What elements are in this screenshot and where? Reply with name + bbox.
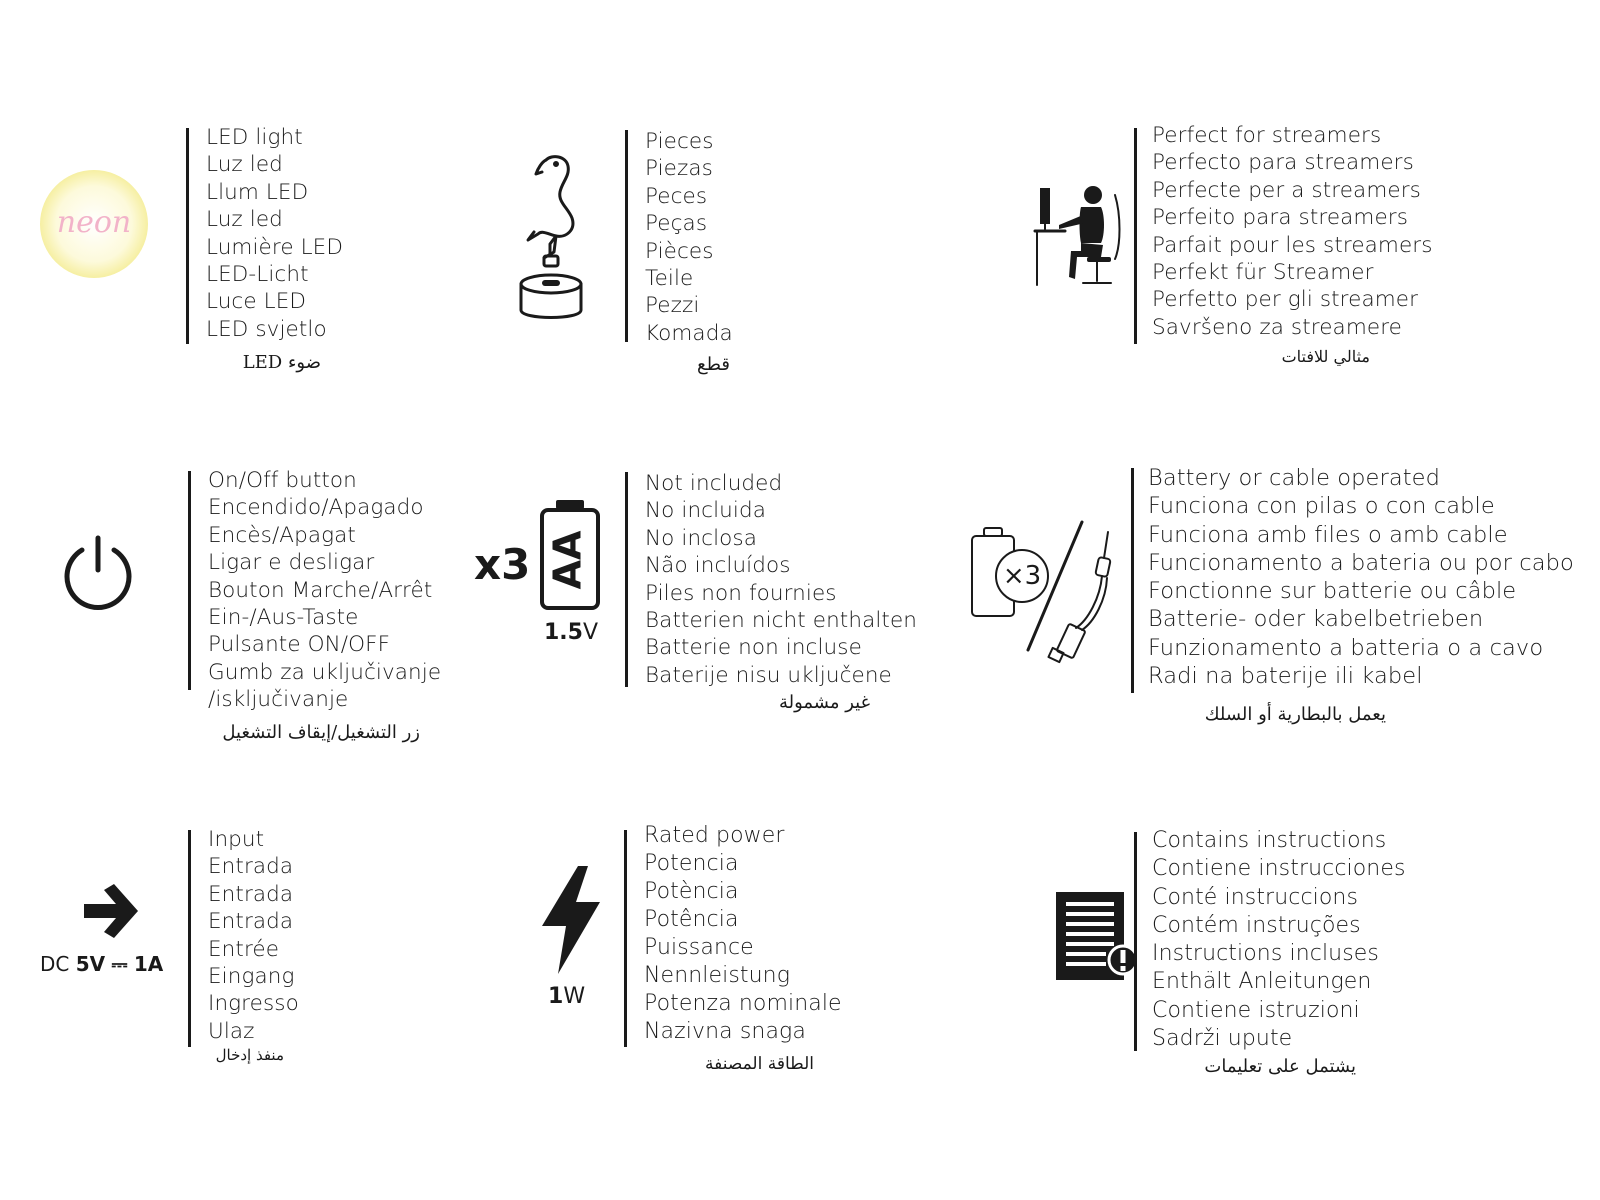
arabic-label: يشتمل على تعليمات [1204,1056,1356,1077]
list-item: Baterije nisu uključene [645,662,892,688]
list-item: LED-Licht [206,261,309,287]
list-item: Entrada [208,881,294,907]
list-item: Instructions incluses [1152,941,1379,967]
input-list [208,826,299,1045]
dc-prefix: DC [40,952,76,976]
list-item: Batterie non incluse [645,635,862,661]
list-item: Teile [645,265,694,291]
list-item: Gumb za uključivanje [208,659,442,685]
battery-type-label: AA [545,530,590,590]
list-item: Potència [644,879,739,904]
list-item: Not included [645,471,783,496]
list-item: Pulsante ON/OFF [208,632,391,658]
list-item: Contém instruções [1152,912,1361,938]
dc-voltage: 5V [75,952,106,976]
list-item: Sadrži upute [1152,1026,1293,1052]
battery-count-badge: ×3 [1002,561,1042,591]
battery-multiplier: x3 [474,540,531,589]
list-item: Ulaz [208,1018,255,1044]
instructions-list [1152,827,1406,1053]
list-item: /isključivanje [208,687,349,713]
dc-symbol: ⎓ [111,952,128,976]
voltage-label [544,620,598,645]
list-item: Potenza nominale [644,991,842,1016]
divider [625,472,628,687]
divider [1134,128,1137,344]
list-item: Contains instructions [1152,828,1387,853]
list-item: On/Off button [208,468,357,493]
flamingo-lamp-icon [520,152,600,332]
list-item: Perfecto para streamers [1152,150,1414,176]
divider [1131,468,1134,693]
lightning-bolt-icon [540,866,602,974]
list-item: Entrada [208,854,294,880]
instructions-document-icon [1056,892,1140,984]
list-item: Não incluídos [645,553,791,579]
watt-unit: W [563,984,586,1009]
arabic-label: غير مشمولة [778,692,870,713]
neon-lamp-icon [38,168,150,280]
list-item: Puissance [644,935,754,960]
list-item: Pezzi [645,293,700,319]
list-item: Luz led [206,152,283,178]
batteries-list [645,470,917,689]
aa-battery-icon [540,500,600,610]
rated-power-list [644,822,842,1046]
streamer-at-desk-icon [1035,185,1127,295]
list-item: No inclosa [645,525,757,551]
list-item: Komada [645,320,733,346]
list-item: Ligar e desligar [208,550,375,576]
list-item: Ein-/Aus-Taste [208,604,359,630]
list-item: Piles non fournies [645,580,837,606]
divider [186,128,189,344]
list-item: Perfeito para streamers [1152,205,1409,231]
list-item: Entrada [208,909,294,935]
wattage-label [548,984,585,1009]
pieces-list [645,128,733,347]
streamers-list [1152,122,1433,341]
list-item: Funcionamento a bateria ou por cabo [1148,549,1574,576]
list-item: Encès/Apagat [208,522,356,548]
list-item: Pièces [645,238,714,264]
list-item: Pieces [645,129,714,154]
list-item: LED svjetlo [206,316,327,342]
list-item: LED light [206,125,303,150]
list-item: Parfait pour les streamers [1152,232,1433,258]
list-item: Perfect for streamers [1152,123,1382,148]
list-item: Contiene instrucciones [1152,856,1406,882]
list-item: Bouton Marche/Arrêt [208,577,433,603]
list-item: Radi na baterije ili kabel [1148,663,1423,690]
power-source-list [1148,464,1574,690]
list-item: Funciona con pilas o con cable [1148,493,1495,520]
neon-logo-text: neon [56,205,132,240]
arabic-label: الطاقة المصنفة [705,1054,814,1074]
list-item: Luce LED [206,289,307,315]
list-item: Ingresso [208,991,299,1017]
list-item: Batterie- oder kabelbetrieben [1148,606,1484,633]
voltage-number: 1.5 [544,620,583,645]
list-item: Potencia [644,851,739,876]
power-icon [62,534,134,610]
list-item: Contiene istruzioni [1152,997,1360,1023]
list-item: Potência [644,907,739,932]
arabic-label: ضوء LED [242,352,321,373]
dc-current: 1A [133,952,164,976]
list-item: Lumière LED [206,234,344,260]
list-item: Encendido/Apagado [208,495,424,521]
list-item: Peces [645,183,708,209]
list-item: Nazivna snaga [644,1019,806,1044]
arrow-right-icon [80,882,142,940]
led-light-list [206,124,343,343]
watt-number: 1 [548,984,564,1009]
list-item: Llum LED [206,179,309,205]
list-item: Funzionamento a batteria o a cavo [1148,634,1544,661]
list-item: Battery or cable operated [1148,465,1440,491]
list-item: Eingang [208,963,295,989]
divider [188,830,191,1047]
battery-or-cable-icon [970,528,1120,664]
list-item: Batterien nicht enthalten [645,607,917,633]
list-item: Perfetto per gli streamer [1152,287,1419,313]
list-item: Entrée [208,936,280,962]
divider [624,830,627,1047]
divider [625,130,628,342]
arabic-label: مثالي للافتات [1281,347,1370,366]
divider [188,471,191,690]
list-item: Perfecte per a streamers [1152,177,1421,203]
list-item: Funciona amb files o amb cable [1148,521,1508,548]
list-item: Savršeno za streamere [1152,314,1402,340]
list-item: Piezas [645,156,713,182]
arabic-label: زر التشغيل/إيقاف التشغيل [222,722,420,743]
list-item: Perfekt für Streamer [1152,259,1374,285]
list-item: Peças [645,211,708,237]
list-item: Rated power [644,823,785,848]
dc-rating-label [40,952,163,976]
arabic-label: يعمل بالبطارية أو السلك [1204,704,1386,725]
arabic-label: منفذ إدخال [215,1046,284,1064]
list-item: Enthält Anleitungen [1152,969,1372,995]
on-off-list [208,467,441,714]
list-item: No incluida [645,498,766,524]
list-item: Fonctionne sur batterie ou câble [1148,578,1517,605]
divider [1134,832,1137,1051]
list-item: Input [208,827,265,852]
list-item: Luz led [206,207,283,233]
voltage-unit: V [582,620,599,645]
arabic-label: قطع [697,354,730,375]
list-item: Conté instruccions [1152,884,1359,910]
list-item: Nennleistung [644,963,791,988]
